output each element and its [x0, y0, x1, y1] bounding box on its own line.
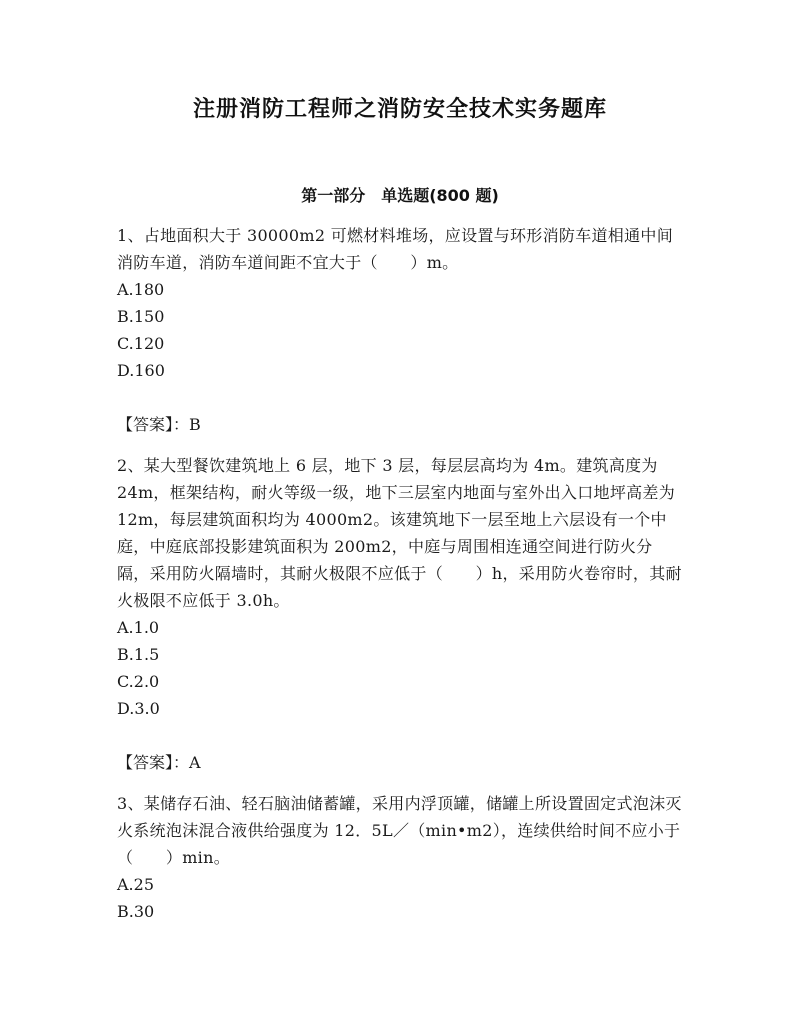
answer-label: 【答案】：A — [117, 753, 201, 772]
section-heading: 第一部分 单选题(800 题) — [301, 186, 499, 205]
option-b: B.1.5 — [117, 645, 160, 664]
option-d: D.160 — [117, 361, 165, 380]
question-stem: 1、占地面积大于 30000m2 可燃材料堆场，应设置与环形消防车道相通中间消防车道，消防车道间距不宜大于（ ）m。 — [117, 226, 674, 272]
option-b: B.30 — [117, 902, 155, 921]
document-title: 注册消防工程师之消防安全技术实务题库 — [192, 97, 607, 122]
option-c: C.2.0 — [117, 672, 160, 691]
option-c: C.120 — [117, 334, 165, 353]
answer-label: 【答案】：B — [117, 415, 201, 434]
question-1 — [117, 222, 685, 452]
option-a: A.1.0 — [117, 618, 160, 637]
question-stem: 3、某储存石油、轻石脑油储蓄罐，采用内浮顶罐，储罐上所设置固定式泡沫灭火系统泡沫混合液供给强度为 12．5L／（min•m2），连续供给时间不应小于（ ）min。 — [117, 794, 682, 867]
option-d: D.3.0 — [117, 699, 160, 718]
question-2 — [117, 452, 685, 790]
option-a: A.180 — [117, 280, 165, 299]
question-stem: 2、某大型餐饮建筑地上 6 层，地下 3 层，每层层高均为 4m。建筑高度为 24m，框架结构，耐火等级一级，地下三层室内地面与室外出入口地坪高差为 12m，每层建筑面积均为 4000m2。该建筑地下一层至地上六层设有一个中庭，中庭底部投影建筑面积为 200m2，中庭与周围相连通空间进行防火分隔，采用防火隔墙时，其耐火极限不应低于（ ）h，采用防火卷帘时，其耐火极限不应低于 3.0h。 — [117, 456, 682, 610]
option-b: B.150 — [117, 307, 165, 326]
option-a: A.25 — [117, 875, 154, 894]
question-3 — [117, 790, 685, 925]
question-list — [117, 222, 685, 925]
